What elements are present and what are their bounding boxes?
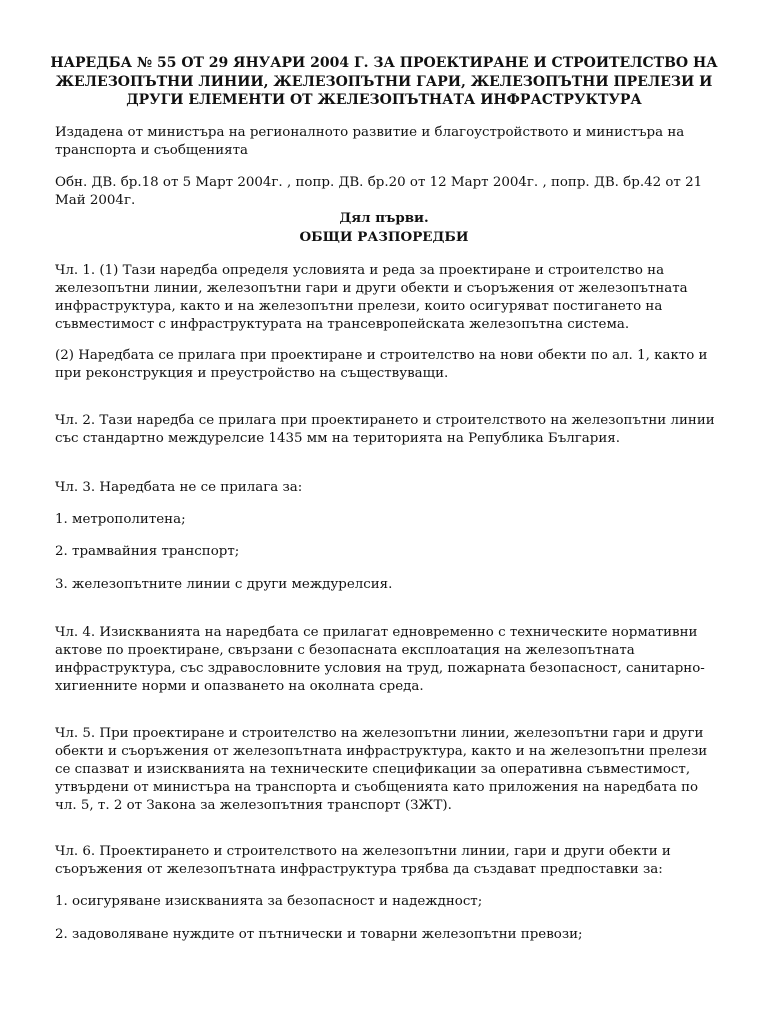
section-heading: ОБЩИ РАЗПОРЕДБИ (299, 229, 469, 245)
document-title: НАРЕДБА № 55 ОТ 29 ЯНУАРИ 2004 Г. ЗА ПРОЕКТИРАНЕ И СТРОИТЕЛСТВО НА ЖЕЛЕЗОПЪТНИ ЛИНИИ, ЖЕЛЕЗОПЪТНИ ГАРИ, ЖЕЛЕЗОПЪТНИ ПРЕЛЕЗИ И ДРУГИ ЕЛЕМЕНТИ ОТ ЖЕЛЕЗОПЪТНАТА ИНФРАСТРУКТУРА (50, 55, 718, 108)
article-3: Чл. 3. Наредбата не се прилага за: (55, 480, 303, 495)
article-3-item-1: 1. метрополитена; (55, 512, 186, 527)
article-5: Чл. 5. При проектиране и строителство на железопътни линии, железопътни гари и други обекти и съоръжения от железопътната инфраструктура, както и на железопътни прелези се спазват и изискванията на техническите спецификации за оперативна съвместимост, утвърдени от министъра на транспорта и съобщенията като приложения на наредбата по чл. 5, т. 2 от Закона за железопътния транспорт (ЗЖТ). (55, 726, 708, 813)
article-6-item-1: 1. осигуряване изискванията за безопасност и надеждност; (55, 894, 483, 909)
article-1-paragraph-1: Чл. 1. (1) Тази наредба определя условията и реда за проектиране и строителство на железопътни линии, железопътни гари и други обекти и съоръжения от железопътната инфраструктура, както и на железопътни прелези, които осигуряват постигането на съвместимост с инфраструктурата на трансевропейската железопътна система. (55, 263, 688, 332)
article-4: Чл. 4. Изискванията на наредбата се прилагат едновременно с техническите нормативни актове по проектиране, свързани с безопасната експлоатация на железопътната инфраструктура, със здравословните условия на труд, пожарната безопасност, санитарно-хигиенните норми и опазването на околната среда. (55, 625, 705, 694)
article-3-item-2: 2. трамвайния транспорт; (55, 544, 240, 559)
article-1-paragraph-2: (2) Наредбата се прилага при проектиране и строителство на нови обекти по ал. 1, както и при реконструкция и преустройство на съществуващи. (55, 348, 708, 381)
article-6: Чл. 6. Проектирането и строителството на железопътни линии, гари и други обекти и съоръжения от железопътната инфраструктура трябва да създават предпоставки за: (55, 844, 671, 877)
part-heading: Дял първи. (339, 210, 429, 226)
issued-by-text: Издадена от министъра на регионалното развитие и благоустройството и министъра на транспорта и съобщенията (55, 125, 685, 158)
article-3-item-3: 3. железопътните линии с други междурелсия. (55, 577, 393, 592)
publication-text: Обн. ДВ. бр.18 от 5 Март 2004г. , попр. ДВ. бр.20 от 12 Март 2004г. , попр. ДВ. бр.42 от 21 Май 2004г. (55, 175, 703, 208)
article-2: Чл. 2. Тази наредба се прилага при проектирането и строителството на железопътни линии със стандартно междурелсие 1435 мм на територията на Република България. (55, 413, 715, 446)
article-6-item-2: 2. задоволяване нуждите от пътнически и товарни железопътни превози; (55, 927, 583, 942)
